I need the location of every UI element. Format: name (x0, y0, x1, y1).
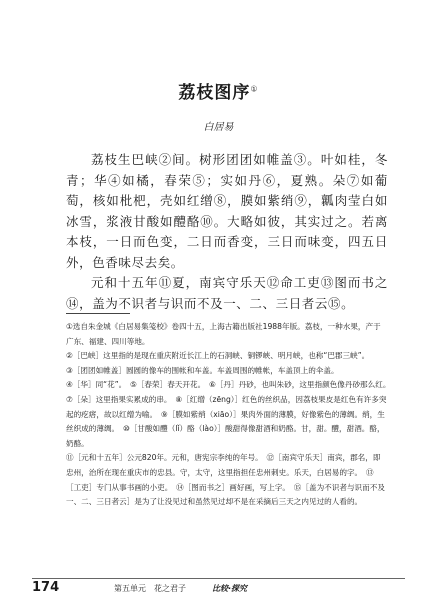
footnote-2: ②［巴峡］这里指的是现在重庆附近长江上的石洞峡、铜锣峡、明月峡，也称“巴郡三峡”。 (66, 351, 370, 361)
author-name: 白居易 (203, 122, 234, 133)
footnote-3: ③［团团如帷盖］圆圆的像车的围帐和车盖。车盖周围的帷帐，车盖顶上的伞盖。 (66, 365, 339, 375)
footer-divider (32, 578, 405, 579)
page-title (0, 78, 437, 103)
page-number: 174 (32, 580, 60, 595)
footnote-1: ①选自朱金城《白居易集笺校》卷四十五，上海古籍出版社1988年版。荔枝，一种水果，产于广东、福建、四川等地。 (66, 322, 381, 346)
essay-body (66, 150, 388, 314)
unit-label: 第五单元 花之君子 (114, 584, 186, 593)
paragraph-1: 荔枝生巴峡②间。树形团团如帷盖③。叶如桂，冬青；华④如橘，春荣⑤；实如丹⑥，夏熟。朵⑦如葡萄，核如枇杷，壳如红缯⑧，膜如紫绡⑨，瓤肉莹白如冰雪，浆液甘酸如醴酪⑩。大略如彼，其实过之。若离本枝，一日而色变，二日而香变，三日而味变，四五日外，色香味尽去矣。 (66, 152, 388, 270)
footnote-11-15: ⑪［元和十五年］公元820年。元和，唐宪宗李纯的年号。 ⑫［南宾守乐天］南宾，郡名，即忠州，治所在现在重庆市的忠县。守，太守，这里指担任忠州刺史。乐天，白居易的字。 ⑬［工吏］专门从事书画的小吏。 ⑭［图而书之］画好画，写上字。 ⑮［盖为不识者与识而不及一、二、三日者云］是为了让没见过和虽然见过却不是在采摘后三天之内见过的人看的。 (66, 453, 385, 507)
footnotes (66, 320, 395, 510)
section-label: 比较·探究 (212, 584, 248, 593)
title-text: 荔枝图序 (178, 83, 251, 103)
footnote-divider (66, 313, 130, 314)
footnote-4-10: ④［华］同“花”。 ⑤［春荣］春天开花。 ⑥［丹］丹砂，也叫朱砂，这里指颜色像丹砂那么红。 ⑦［朵］这里指果实累成的串。 ⑧［红缯（zēng）］红色的丝织品，因荔枝果皮是红色有许多突起的疙瘩，故以红缯为喻。 ⑨［膜如紫绡（xiāo）］果肉外面的薄膜，好像紫色的薄绸。绡，生丝织成的薄绸。 ⑩［甘酸如醴（lǐ）酪（lào）］酸甜得像甜酒和奶酪。甘，甜。醴，甜酒。酪，奶酪。 (66, 380, 395, 448)
paragraph-2: 元和十五年⑪夏，南宾守乐天⑫命工吏⑬图而书之⑭，盖为不识者与识而不及一、二、三日者云⑮。 (66, 275, 388, 311)
title-footnote-marker: ① (250, 84, 259, 94)
